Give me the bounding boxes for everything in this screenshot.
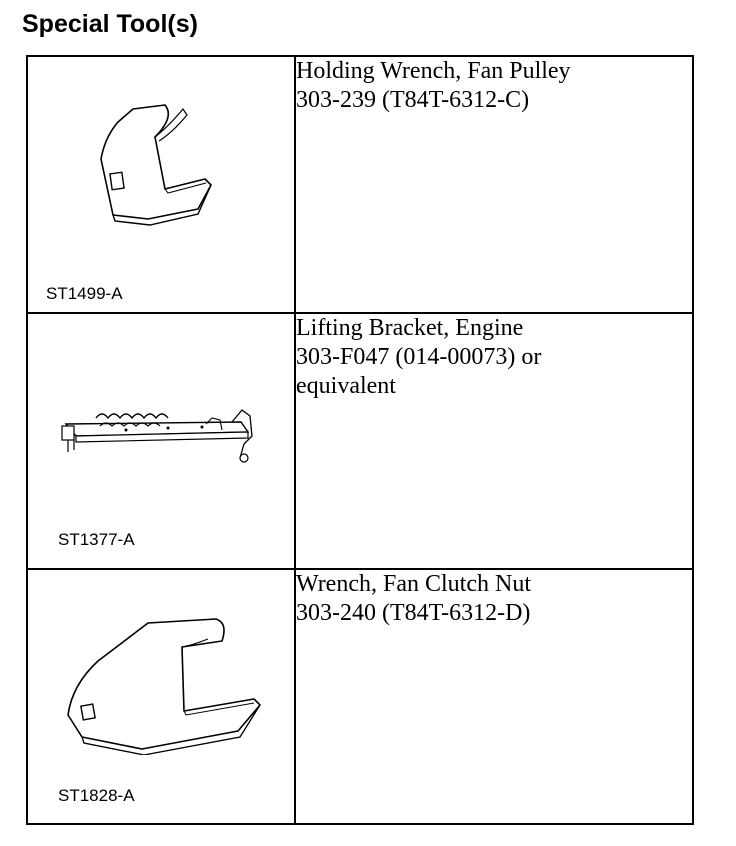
tool-number: 303-239 (T84T-6312-C) bbox=[296, 87, 530, 113]
tool-code: ST1499-A bbox=[46, 284, 123, 303]
tool-number: 303-F047 (014-00073) or bbox=[296, 344, 542, 370]
tool-image-cell bbox=[27, 313, 295, 569]
tool-name: Lifting Bracket, Engine bbox=[296, 315, 524, 341]
lifting-bracket-icon bbox=[56, 396, 266, 476]
tool-description bbox=[295, 56, 693, 313]
table-row bbox=[27, 56, 693, 313]
tool-name: Holding Wrench, Fan Pulley bbox=[296, 58, 571, 84]
tool-code: ST1377-A bbox=[58, 530, 135, 549]
table-row bbox=[27, 313, 693, 569]
tool-image-cell bbox=[27, 56, 295, 313]
tool-description bbox=[295, 569, 693, 824]
table-row bbox=[27, 569, 693, 824]
tool-number: 303-240 (T84T-6312-D) bbox=[296, 600, 531, 626]
tool-description bbox=[295, 313, 693, 569]
tool-code: ST1828-A bbox=[58, 786, 135, 805]
page-title: Special Tool(s) bbox=[22, 10, 198, 38]
special-tools-table bbox=[26, 55, 694, 825]
holding-wrench-icon bbox=[93, 97, 243, 227]
tool-image-cell bbox=[27, 569, 295, 824]
tool-note: equivalent bbox=[296, 373, 396, 399]
tool-name: Wrench, Fan Clutch Nut bbox=[296, 571, 531, 597]
fan-clutch-wrench-icon bbox=[58, 615, 268, 755]
